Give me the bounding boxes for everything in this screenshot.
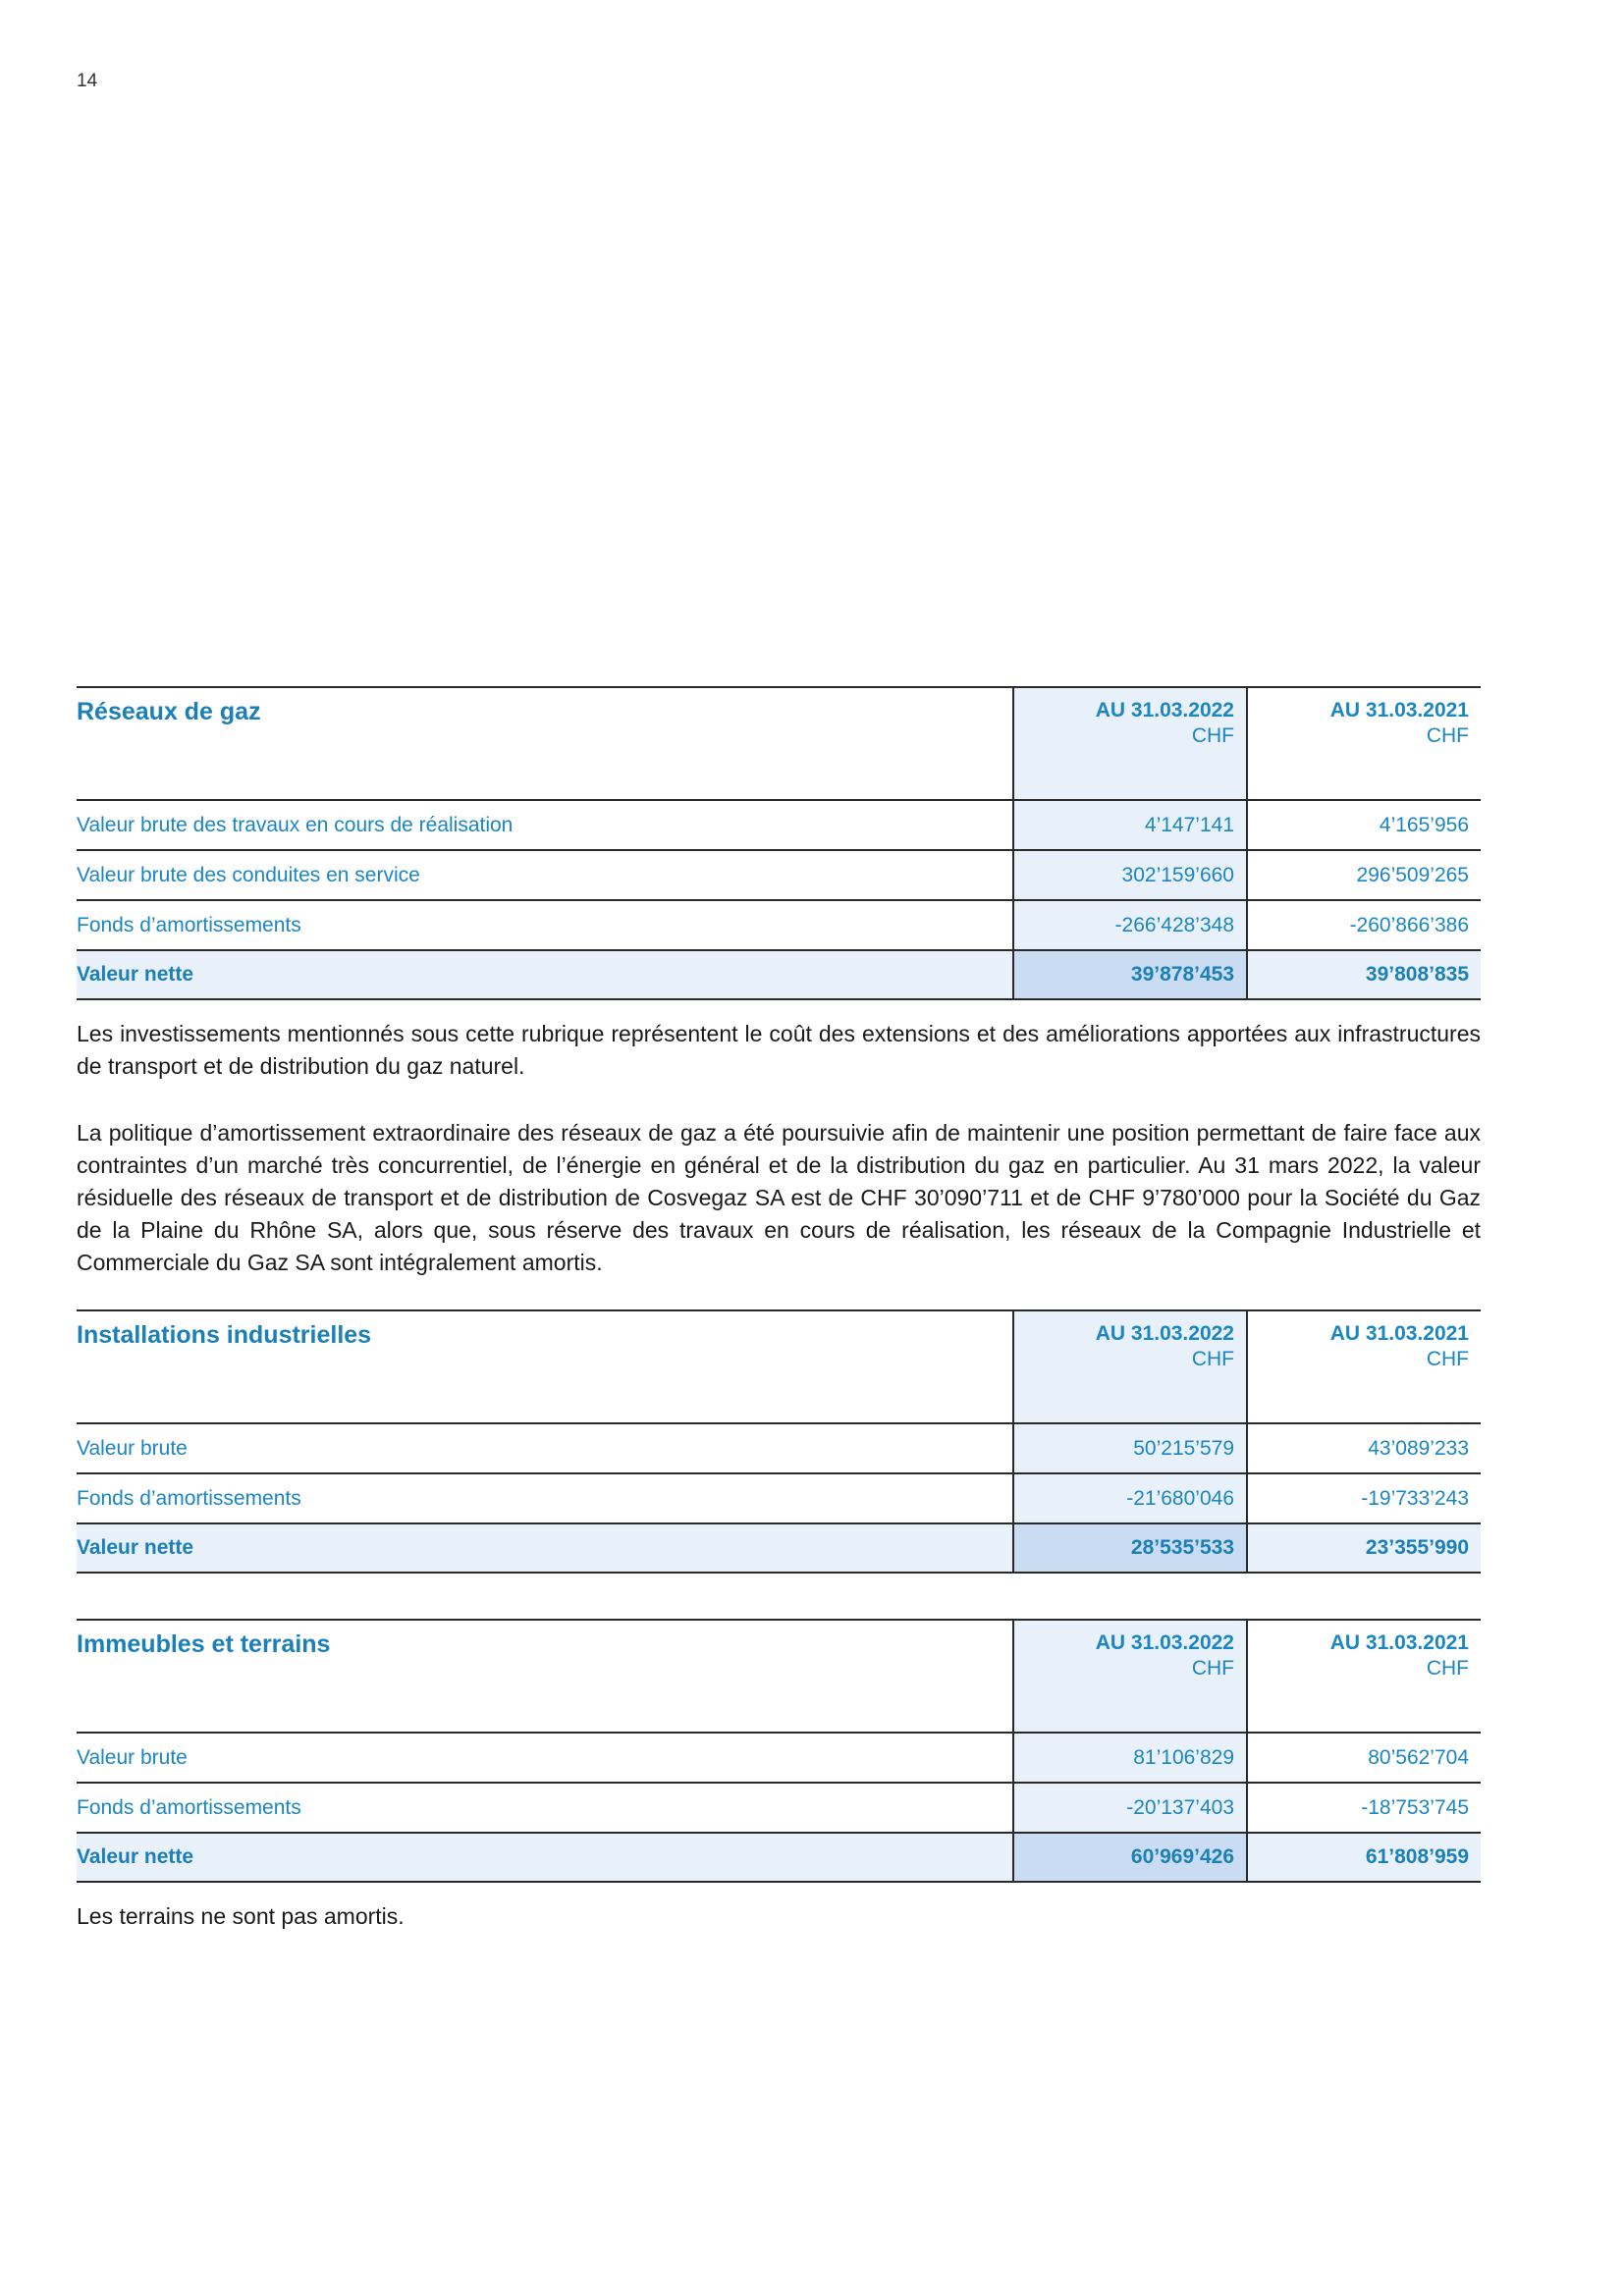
column-header-previous <box>1247 1620 1481 1733</box>
column-year: AU 31.03.2021 <box>1329 699 1469 721</box>
value-previous: -260’866’386 <box>1247 900 1481 950</box>
total-row <box>77 950 1481 999</box>
table-title: Installations industrielles <box>77 1310 1013 1423</box>
value-current: -21’680’046 <box>1013 1473 1247 1523</box>
total-row <box>77 1833 1481 1882</box>
total-label: Valeur nette <box>77 1523 1013 1573</box>
total-current: 39’878’453 <box>1013 950 1247 999</box>
value-current: 50’215’579 <box>1013 1423 1247 1473</box>
column-unit: CHF <box>1426 724 1469 747</box>
column-header-current <box>1013 687 1247 800</box>
table-row <box>77 1733 1481 1783</box>
row-label: Valeur brute des travaux en cours de réalisation <box>77 800 1013 850</box>
row-label: Valeur brute des conduites en service <box>77 850 1013 900</box>
table-row <box>77 900 1481 950</box>
table-installations-industrielles <box>77 1309 1481 1574</box>
row-label: Fonds d’amortissements <box>77 900 1013 950</box>
value-previous: 80’562’704 <box>1247 1733 1481 1783</box>
column-header-current <box>1013 1620 1247 1733</box>
column-year: AU 31.03.2022 <box>1095 1322 1234 1345</box>
total-previous: 23’355’990 <box>1247 1523 1481 1573</box>
table-header-row <box>77 1310 1481 1423</box>
column-header-current <box>1013 1310 1247 1423</box>
column-unit: CHF <box>1426 1348 1469 1370</box>
table-title: Immeubles et terrains <box>77 1620 1013 1733</box>
value-current: 302’159’660 <box>1013 850 1247 900</box>
column-year: AU 31.03.2022 <box>1095 699 1234 721</box>
value-current: 81’106’829 <box>1013 1733 1247 1783</box>
table-header-row <box>77 1620 1481 1733</box>
total-row <box>77 1523 1481 1573</box>
value-previous: 296’509’265 <box>1247 850 1481 900</box>
total-current: 60’969’426 <box>1013 1833 1247 1882</box>
table-title: Réseaux de gaz <box>77 687 1013 800</box>
value-previous: -19’733’243 <box>1247 1473 1481 1523</box>
total-current: 28’535’533 <box>1013 1523 1247 1573</box>
table-row <box>77 1473 1481 1523</box>
column-unit: CHF <box>1426 1657 1469 1680</box>
paragraph-terrains: Les terrains ne sont pas amortis. <box>77 1903 405 1929</box>
table-row <box>77 1783 1481 1833</box>
table-row <box>77 800 1481 850</box>
row-label: Valeur brute <box>77 1733 1013 1783</box>
column-header-previous <box>1247 1310 1481 1423</box>
column-year: AU 31.03.2021 <box>1329 1322 1469 1345</box>
value-previous: 43’089’233 <box>1247 1423 1481 1473</box>
column-year: AU 31.03.2021 <box>1329 1631 1469 1654</box>
value-current: 4’147’141 <box>1013 800 1247 850</box>
total-previous: 61’808’959 <box>1247 1833 1481 1882</box>
table-row <box>77 1423 1481 1473</box>
value-previous: -18’753’745 <box>1247 1783 1481 1833</box>
paragraph-investissements: Les investissements mentionnés sous cette rubrique représentent le coût des extensions et des améliorations apportées aux infrastructures de transport et de distribution du gaz naturel. <box>77 1021 1481 1079</box>
value-previous: 4’165’956 <box>1247 800 1481 850</box>
table-row <box>77 850 1481 900</box>
column-unit: CHF <box>1191 1348 1234 1370</box>
row-label: Valeur brute <box>77 1423 1013 1473</box>
total-previous: 39’808’835 <box>1247 950 1481 999</box>
page-number: 14 <box>77 71 98 91</box>
row-label: Fonds d’amortissements <box>77 1783 1013 1833</box>
table-header-row <box>77 687 1481 800</box>
table-immeubles-et-terrains <box>77 1619 1481 1883</box>
column-header-previous <box>1247 687 1481 800</box>
row-label: Fonds d’amortissements <box>77 1473 1013 1523</box>
column-year: AU 31.03.2022 <box>1095 1631 1234 1654</box>
column-unit: CHF <box>1191 724 1234 747</box>
value-current: -266’428’348 <box>1013 900 1247 950</box>
paragraph-politique-amortissement: La politique d’amortissement extraordinaire des réseaux de gaz a été poursuivie afin de maintenir une position permettant de faire face aux contraintes d’un marché très concurrentiel, de l’énergie en général et de la distribution du gaz en particulier. Au 31 mars 2022, la valeur résiduelle des réseaux de transport et de distribution de Cosvegaz SA est de CHF 30’090’711 et de CHF 9’780’000 pour la Société du Gaz de la Plaine du Rhône SA, alors que, sous réserve des travaux en cours de réalisation, les réseaux de la Compagnie Industrielle et Commerciale du Gaz SA sont intégralement amortis. <box>77 1120 1481 1275</box>
value-current: -20’137’403 <box>1013 1783 1247 1833</box>
total-label: Valeur nette <box>77 1833 1013 1882</box>
column-unit: CHF <box>1191 1657 1234 1680</box>
total-label: Valeur nette <box>77 950 1013 999</box>
table-reseaux-de-gaz <box>77 686 1481 1000</box>
